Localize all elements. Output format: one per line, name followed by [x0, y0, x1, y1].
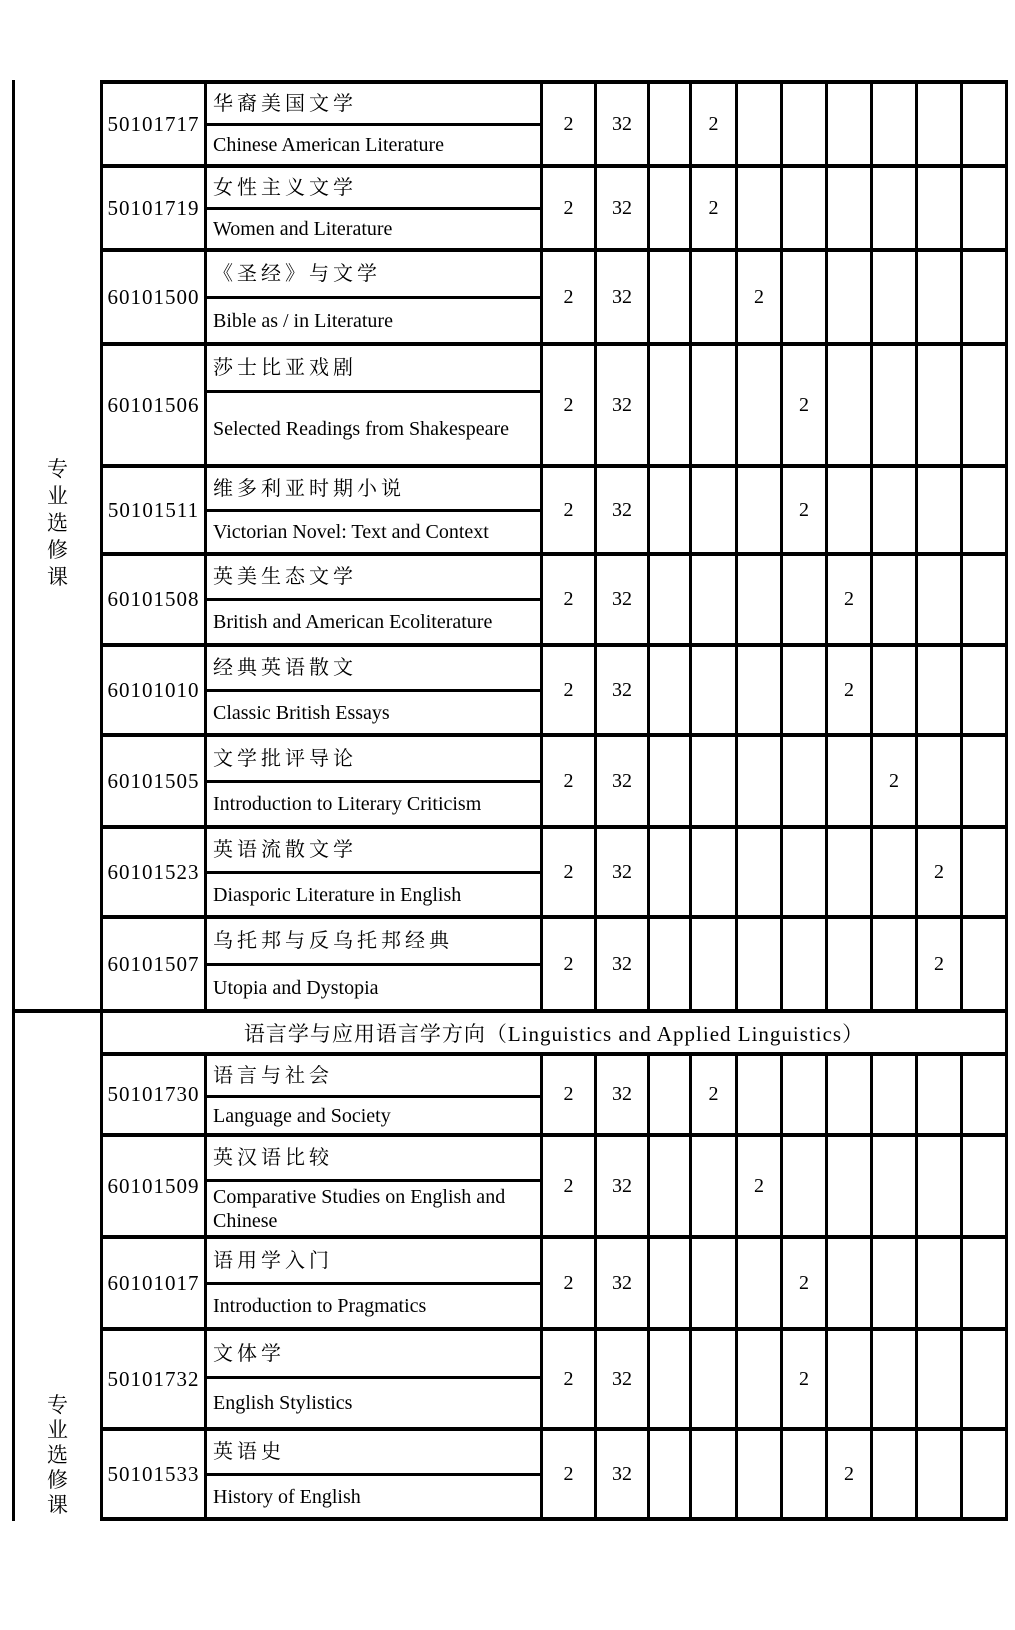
course-name-cell [207, 1239, 543, 1327]
semester-6-cell [873, 919, 918, 1009]
group-label-char: 选 [47, 1443, 68, 1467]
semester-8-cell [963, 1331, 1008, 1427]
course-name-cn: 文学批评导论 [207, 737, 540, 783]
course-code-cell: 60101500 [103, 252, 207, 342]
semester-1-cell [650, 84, 692, 164]
hours-cell: 32 [597, 252, 650, 342]
semester-8-cell [963, 346, 1008, 464]
semester-7-cell [918, 468, 963, 552]
semester-8-cell [963, 919, 1008, 1009]
semester-5-cell [828, 1056, 873, 1133]
course-name-cn: 莎士比亚戏剧 [207, 346, 540, 393]
semester-4-cell [783, 829, 828, 915]
course-row [103, 737, 1008, 829]
course-code-cell: 60101010 [103, 647, 207, 733]
course-name-cn: 华裔美国文学 [207, 84, 540, 126]
semester-1-cell [650, 346, 692, 464]
course-code-cell: 60101523 [103, 829, 207, 915]
semester-2-cell [692, 468, 738, 552]
semester-5-cell [828, 346, 873, 464]
course-name-cn: 英语流散文学 [207, 829, 540, 874]
semester-8-cell [963, 737, 1008, 825]
course-code-cell: 60101507 [103, 919, 207, 1009]
semester-4-cell: 2 [783, 1239, 828, 1327]
semester-2-cell [692, 1331, 738, 1427]
semester-3-cell [738, 1431, 783, 1517]
semester-6-cell [873, 84, 918, 164]
semester-7-cell [918, 1137, 963, 1235]
semester-7-cell [918, 346, 963, 464]
course-name-en: English Stylistics [213, 1392, 353, 1414]
course-name-cn: 英美生态文学 [207, 556, 540, 601]
semester-4-cell [783, 84, 828, 164]
semester-7-cell [918, 168, 963, 248]
semester-1-cell [650, 1056, 692, 1133]
credits-cell: 2 [543, 84, 597, 164]
course-name-cell [207, 168, 543, 248]
semester-6-cell [873, 468, 918, 552]
semester-3-cell [738, 1239, 783, 1327]
credits-cell: 2 [543, 1431, 597, 1517]
semester-8-cell [963, 1239, 1008, 1327]
course-row [103, 1137, 1008, 1239]
semester-4-cell: 2 [783, 468, 828, 552]
credits-cell: 2 [543, 252, 597, 342]
course-name-cell [207, 737, 543, 825]
group-label-char: 业 [47, 1418, 68, 1442]
course-name-cell [207, 647, 543, 733]
semester-3-cell [738, 168, 783, 248]
semester-3-cell [738, 1056, 783, 1133]
semester-3-cell [738, 468, 783, 552]
group-label-char: 业 [47, 484, 68, 508]
semester-1-cell [650, 737, 692, 825]
semester-8-cell [963, 1056, 1008, 1133]
credits-cell: 2 [543, 1056, 597, 1133]
semester-8-cell [963, 1137, 1008, 1235]
section-header-row [103, 1013, 1008, 1056]
group-cell-section-1 [15, 80, 100, 1013]
semester-5-cell [828, 84, 873, 164]
semester-2-cell: 2 [692, 84, 738, 164]
hours-cell: 32 [597, 737, 650, 825]
semester-4-cell [783, 1137, 828, 1235]
course-row [103, 1056, 1008, 1137]
semester-7-cell [918, 1331, 963, 1427]
semester-5-cell [828, 468, 873, 552]
semester-1-cell [650, 1239, 692, 1327]
semester-5-cell: 2 [828, 556, 873, 643]
semester-2-cell [692, 647, 738, 733]
credits-cell: 2 [543, 919, 597, 1009]
semester-3-cell [738, 346, 783, 464]
course-name-cn: 乌托邦与反乌托邦经典 [207, 919, 540, 966]
semester-1-cell [650, 468, 692, 552]
hours-cell: 32 [597, 1056, 650, 1133]
semester-4-cell [783, 556, 828, 643]
course-row [103, 1331, 1008, 1431]
semester-4-cell [783, 737, 828, 825]
semester-3-cell [738, 829, 783, 915]
semester-6-cell [873, 1056, 918, 1133]
semester-2-cell [692, 1239, 738, 1327]
course-name-en: Classic British Essays [213, 701, 390, 724]
curriculum-table [12, 80, 1008, 1521]
semester-6-cell [873, 346, 918, 464]
semester-7-cell: 2 [918, 829, 963, 915]
credits-cell: 2 [543, 647, 597, 733]
course-name-en: Introduction to Literary Criticism [213, 793, 482, 815]
semester-6-cell [873, 829, 918, 915]
course-code-cell: 60101509 [103, 1137, 207, 1235]
semester-6-cell [873, 647, 918, 733]
course-name-en: British and American Ecoliterature [213, 611, 493, 633]
course-name-en: Utopia and Dystopia [213, 976, 379, 999]
semester-8-cell [963, 647, 1008, 733]
semester-1-cell [650, 168, 692, 248]
semester-6-cell [873, 556, 918, 643]
semester-2-cell [692, 1137, 738, 1235]
semester-2-cell [692, 737, 738, 825]
course-row [103, 647, 1008, 737]
course-code-cell: 50101511 [103, 468, 207, 552]
group-label-char: 专 [47, 1393, 68, 1417]
semester-5-cell [828, 1239, 873, 1327]
semester-7-cell [918, 84, 963, 164]
course-code-cell: 50101730 [103, 1056, 207, 1133]
semester-2-cell: 2 [692, 168, 738, 248]
hours-cell: 32 [597, 1431, 650, 1517]
semester-4-cell [783, 647, 828, 733]
hours-cell: 32 [597, 1331, 650, 1427]
course-name-en: Diasporic Literature in English [213, 883, 462, 906]
course-code-cell: 50101533 [103, 1431, 207, 1517]
course-code-cell: 50101719 [103, 168, 207, 248]
course-name-cell [207, 1056, 543, 1133]
semester-1-cell [650, 1331, 692, 1427]
course-name-cn: 《圣经》与文学 [207, 252, 540, 299]
semester-2-cell [692, 919, 738, 1009]
course-name-cn: 文体学 [207, 1331, 540, 1379]
course-name-en: Victorian Novel: Text and Context [213, 521, 489, 543]
hours-cell: 32 [597, 1239, 650, 1327]
course-row [103, 1431, 1008, 1521]
hours-cell: 32 [597, 168, 650, 248]
semester-2-cell: 2 [692, 1056, 738, 1133]
semester-3-cell [738, 84, 783, 164]
semester-5-cell [828, 919, 873, 1009]
semester-8-cell [963, 168, 1008, 248]
semester-2-cell [692, 556, 738, 643]
course-code-cell: 50101732 [103, 1331, 207, 1427]
course-row [103, 252, 1008, 346]
course-code-cell: 50101717 [103, 84, 207, 164]
semester-5-cell [828, 737, 873, 825]
semester-8-cell [963, 556, 1008, 643]
course-name-cn: 女性主义文学 [207, 168, 540, 210]
course-row [103, 1239, 1008, 1331]
semester-3-cell: 2 [738, 1137, 783, 1235]
hours-cell: 32 [597, 556, 650, 643]
semester-1-cell [650, 647, 692, 733]
hours-cell: 32 [597, 84, 650, 164]
semester-6-cell: 2 [873, 737, 918, 825]
course-name-cell [207, 84, 543, 164]
course-name-cell [207, 468, 543, 552]
semester-7-cell [918, 647, 963, 733]
credits-cell: 2 [543, 1239, 597, 1327]
group-label-char: 专 [47, 457, 68, 481]
semester-4-cell [783, 919, 828, 1009]
group-label-char: 选 [47, 511, 68, 535]
semester-8-cell [963, 468, 1008, 552]
course-name-cell [207, 1137, 543, 1235]
group-label-section-2 [15, 1393, 100, 1518]
course-name-en: Chinese American Literature [213, 134, 445, 156]
course-name-en: History of English [213, 1485, 361, 1508]
semester-7-cell [918, 1239, 963, 1327]
group-label-section-1 [47, 456, 68, 591]
section-header-linguistics: 语言学与应用语言学方向（Linguistics and Applied Linguistics） [103, 1013, 1008, 1052]
course-rows-area [103, 80, 1008, 1521]
course-name-en: Language and Society [213, 1104, 391, 1127]
semester-3-cell [738, 1331, 783, 1427]
hours-cell: 32 [597, 1137, 650, 1235]
semester-5-cell [828, 1331, 873, 1427]
semester-1-cell [650, 829, 692, 915]
semester-4-cell [783, 168, 828, 248]
course-row [103, 168, 1008, 252]
semester-1-cell [650, 919, 692, 1009]
course-name-en: Comparative Studies on English and Chinese [213, 1185, 506, 1232]
course-name-cell [207, 556, 543, 643]
credits-cell: 2 [543, 556, 597, 643]
semester-6-cell [873, 1239, 918, 1327]
course-name-cn: 语言与社会 [207, 1056, 540, 1098]
course-row [103, 468, 1008, 556]
course-row [103, 829, 1008, 919]
semester-1-cell [650, 1137, 692, 1235]
semester-6-cell [873, 1331, 918, 1427]
course-name-en: Women and Literature [213, 218, 393, 240]
semester-5-cell [828, 168, 873, 248]
course-name-cn: 语用学入门 [207, 1239, 540, 1285]
group-label-char: 修 [47, 538, 68, 562]
semester-3-cell [738, 737, 783, 825]
course-name-cn: 英汉语比较 [207, 1137, 540, 1182]
credits-cell: 2 [543, 1331, 597, 1427]
semester-1-cell [650, 556, 692, 643]
semester-7-cell [918, 737, 963, 825]
semester-1-cell [650, 252, 692, 342]
semester-4-cell: 2 [783, 346, 828, 464]
group-label-char: 课 [47, 1493, 68, 1517]
course-row [103, 84, 1008, 168]
course-name-cell [207, 1431, 543, 1517]
course-name-cn: 经典英语散文 [207, 647, 540, 692]
hours-cell: 32 [597, 647, 650, 733]
hours-cell: 32 [597, 829, 650, 915]
semester-8-cell [963, 1431, 1008, 1517]
semester-2-cell [692, 346, 738, 464]
semester-6-cell [873, 252, 918, 342]
credits-cell: 2 [543, 168, 597, 248]
course-row [103, 556, 1008, 647]
semester-6-cell [873, 1137, 918, 1235]
semester-5-cell [828, 829, 873, 915]
semester-5-cell [828, 252, 873, 342]
course-name-en: Introduction to Pragmatics [213, 1295, 427, 1317]
semester-4-cell [783, 252, 828, 342]
semester-8-cell [963, 829, 1008, 915]
course-name-cell [207, 346, 543, 464]
group-label-char: 课 [47, 565, 68, 589]
semester-7-cell [918, 556, 963, 643]
group-cell-section-2 [15, 1013, 100, 1521]
semester-5-cell: 2 [828, 1431, 873, 1517]
semester-7-cell: 2 [918, 919, 963, 1009]
semester-7-cell [918, 252, 963, 342]
hours-cell: 32 [597, 346, 650, 464]
semester-2-cell [692, 1431, 738, 1517]
semester-8-cell [963, 252, 1008, 342]
credits-cell: 2 [543, 737, 597, 825]
course-name-en: Selected Readings from Shakespeare [213, 417, 510, 440]
course-code-cell: 60101506 [103, 346, 207, 464]
semester-3-cell [738, 919, 783, 1009]
course-name-cn: 英语史 [207, 1431, 540, 1476]
semester-3-cell [738, 556, 783, 643]
semester-7-cell [918, 1056, 963, 1133]
hours-cell: 32 [597, 468, 650, 552]
semester-4-cell [783, 1431, 828, 1517]
semester-6-cell [873, 1431, 918, 1517]
semester-5-cell: 2 [828, 647, 873, 733]
credits-cell: 2 [543, 829, 597, 915]
semester-2-cell [692, 829, 738, 915]
semester-4-cell: 2 [783, 1331, 828, 1427]
semester-7-cell [918, 1431, 963, 1517]
course-name-cell [207, 919, 543, 1009]
course-row [103, 919, 1008, 1013]
course-code-cell: 60101508 [103, 556, 207, 643]
course-group-column [12, 80, 103, 1521]
semester-6-cell [873, 168, 918, 248]
credits-cell: 2 [543, 468, 597, 552]
semester-5-cell [828, 1137, 873, 1235]
course-name-cell [207, 829, 543, 915]
course-row [103, 346, 1008, 468]
semester-2-cell [692, 252, 738, 342]
semester-8-cell [963, 84, 1008, 164]
credits-cell: 2 [543, 346, 597, 464]
course-name-cn: 维多利亚时期小说 [207, 468, 540, 512]
course-name-cell [207, 252, 543, 342]
semester-1-cell [650, 1431, 692, 1517]
credits-cell: 2 [543, 1137, 597, 1235]
course-name-cell [207, 1331, 543, 1427]
course-code-cell: 60101505 [103, 737, 207, 825]
semester-4-cell [783, 1056, 828, 1133]
semester-3-cell [738, 647, 783, 733]
group-label-char: 修 [47, 1468, 68, 1492]
course-code-cell: 60101017 [103, 1239, 207, 1327]
course-name-en: Bible as / in Literature [213, 309, 393, 332]
semester-3-cell: 2 [738, 252, 783, 342]
hours-cell: 32 [597, 919, 650, 1009]
